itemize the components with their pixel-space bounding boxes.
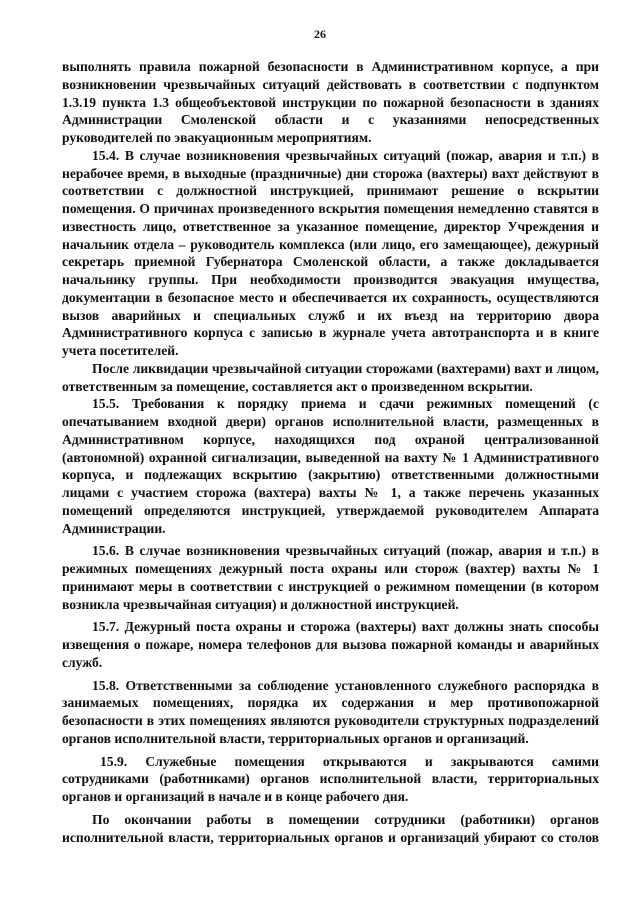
page-number: 26: [314, 27, 326, 41]
paragraph-15-7: 15.7. Дежурный поста охраны и сторожа (вахтеры) вахт должны знать способы извещения о пожаре, номера телефонов для вызова пожарной команды и аварийных служб.: [62, 619, 599, 670]
paragraph-15-9: 15.9. Служебные помещения открываются и закрываются самими сотрудниками (работниками) органов исполнительной власти, территориальных органов и организаций в начале и в конце рабочего дня.: [62, 753, 599, 804]
paragraph-end-of-work: По окончании работы в помещении сотрудники (работники) органов исполнительной власти, территориальных органов и организаций убирают со столов: [62, 811, 599, 845]
paragraph-15-8: 15.8. Ответственными за соблюдение установленного служебного распорядка в занимаемых помещениях, порядка их содержания и мер противопожарной безопасности в этих помещениях являются руководители структурных подразделений органов исполнительной власти, территориальных органов и организаций.: [62, 677, 599, 746]
paragraph-after-liquidation: После ликвидации чрезвычайной ситуации сторожами (вахтерами) вахт и лицом, ответственным за помещение, составляется акт о произведенном вскрытии.: [62, 360, 599, 394]
paragraph-15-6: 15.6. В случае возникновения чрезвычайных ситуаций (пожар, авария и т.п.) в режимных помещениях дежурный поста охраны или сторож (вахтер) вахты № 1 принимают меры в соответствии с инструкцией о режимном помещении (в котором возникла чрезвычайная ситуация) и должностной инструкцией.: [62, 543, 599, 612]
document-body: [62, 58, 599, 846]
paragraph-continuation: выполнять правила пожарной безопасности в Административном корпусе, а при возникновении чрезвычайных ситуаций действовать в соответствии с подпунктом 1.3.19 пункта 1.3 общеобъектовой инструкции по пожарной безопасности в зданиях Администрации Смоленской области и с указаниями непосредственных руководителей по эвакуационным мероприятиям.: [62, 59, 599, 145]
paragraph-15-5: 15.5. Требования к порядку приема и сдачи режимных помещений (с опечатыванием входной двери) органов исполнительной власти, размещенных в Административном корпусе, находящихся под охраной централизованной (автономной) охранной сигнализации, выведенной на вахту № 1 Административного корпуса, и подлежащих вскрытию (закрытию) ответственными должностными лицами с участием сторожа (вахтера) вахты № 1, а также перечень указанных помещений определяются инструкцией, утверждаемой руководителем Аппарата Администрации.: [62, 396, 599, 536]
paragraph-15-4: 15.4. В случае возникновения чрезвычайных ситуаций (пожар, авария и т.п.) в нерабочее время, в выходные (праздничные) дни сторожа (вахтеры) вахт действуют в соответствии с должностной инструкцией, принимают решение о вскрытии помещения. О причинах произведенного вскрытия помещения немедленно ставятся в известность лицо, ответственное за указанное помещение, директор Учреждения и начальник отдела – руководитель комплекса (или лицо, его замещающее), дежурный секретарь приемной Губернатора Смоленской области, а также докладывается начальнику группы. При необходимости производится эвакуация имущества, документации в безопасное место и обеспечивается их сохранность, осуществляются вызов аварийных и специальных служб и их въезд на территорию двора Административного корпуса с записью в журнале учета автотранспорта и в книге учета посетителей.: [62, 147, 599, 358]
